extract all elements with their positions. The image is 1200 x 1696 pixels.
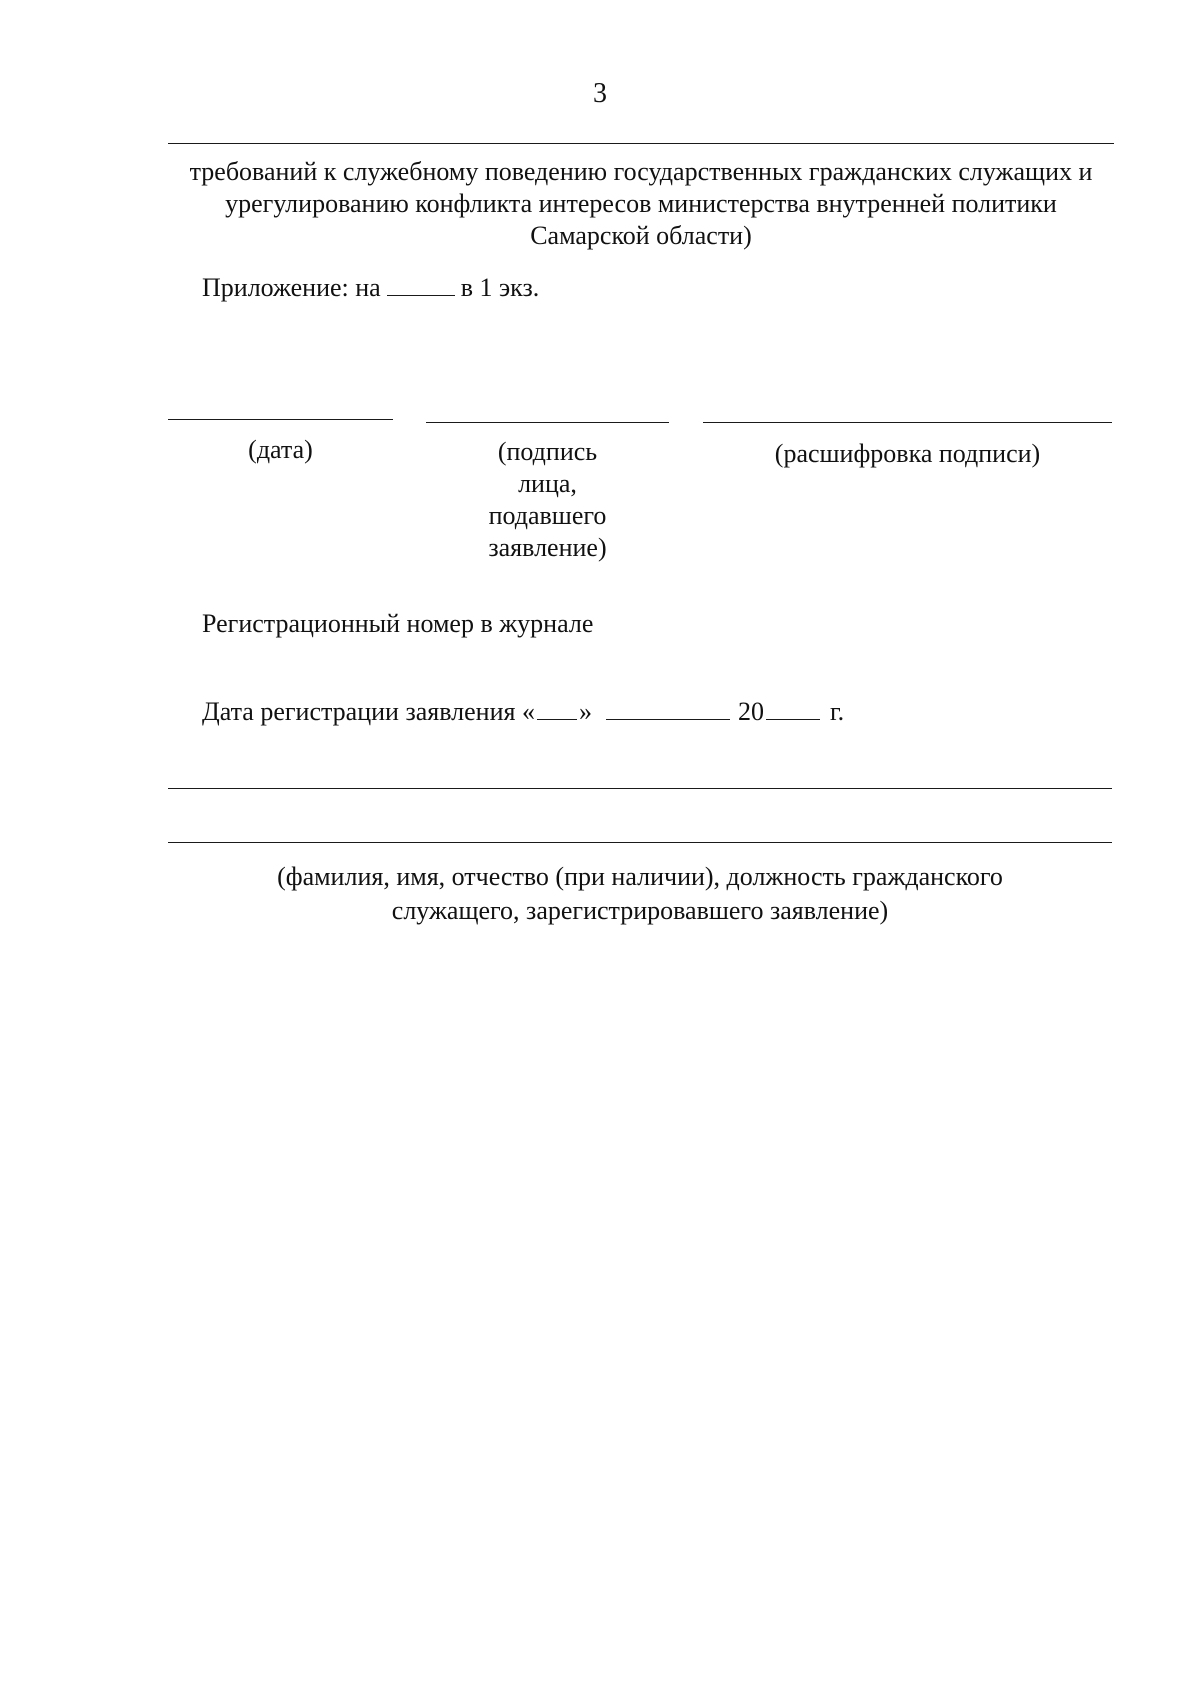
registrar-name-line [168,788,1112,789]
year-prefix: 20 [737,697,764,726]
attachment-line [202,273,539,303]
registration-date-quote-close: » [578,697,592,726]
registrar-caption: (фамилия, имя, отчество (при наличии), должность гражданского служащего, зарегистрировавшего заявление) [277,862,1003,925]
year-blank [766,697,820,720]
page-number: 3 [593,78,607,109]
registrar-position-line [168,842,1112,843]
registration-date-line [202,697,844,727]
signature-decode-caption: (расшифровка подписи) [774,439,1041,468]
signature-caption: (подпись лица, подавшего заявление) [488,437,607,562]
signature-decode-line [703,422,1112,423]
signature-line [426,422,669,423]
registration-date-label: Дата регистрации заявления « [202,697,535,726]
day-blank [537,697,577,720]
attachment-suffix: в 1 экз. [460,273,540,302]
header-rule [168,143,1114,144]
date-signature-line [168,419,393,420]
attachment-prefix: Приложение: на [202,273,381,302]
continuation-text: требований к служебному поведению государственных гражданских служащих и урегулированию конфликта интересов министерства внутренней политики Самарской области) [189,157,1093,250]
month-blank [606,697,730,720]
date-caption: (дата) [248,435,313,464]
year-suffix: г. [829,697,845,726]
attachment-count-blank [387,273,455,296]
registration-number-label: Регистрационный номер в журнале [202,609,594,638]
